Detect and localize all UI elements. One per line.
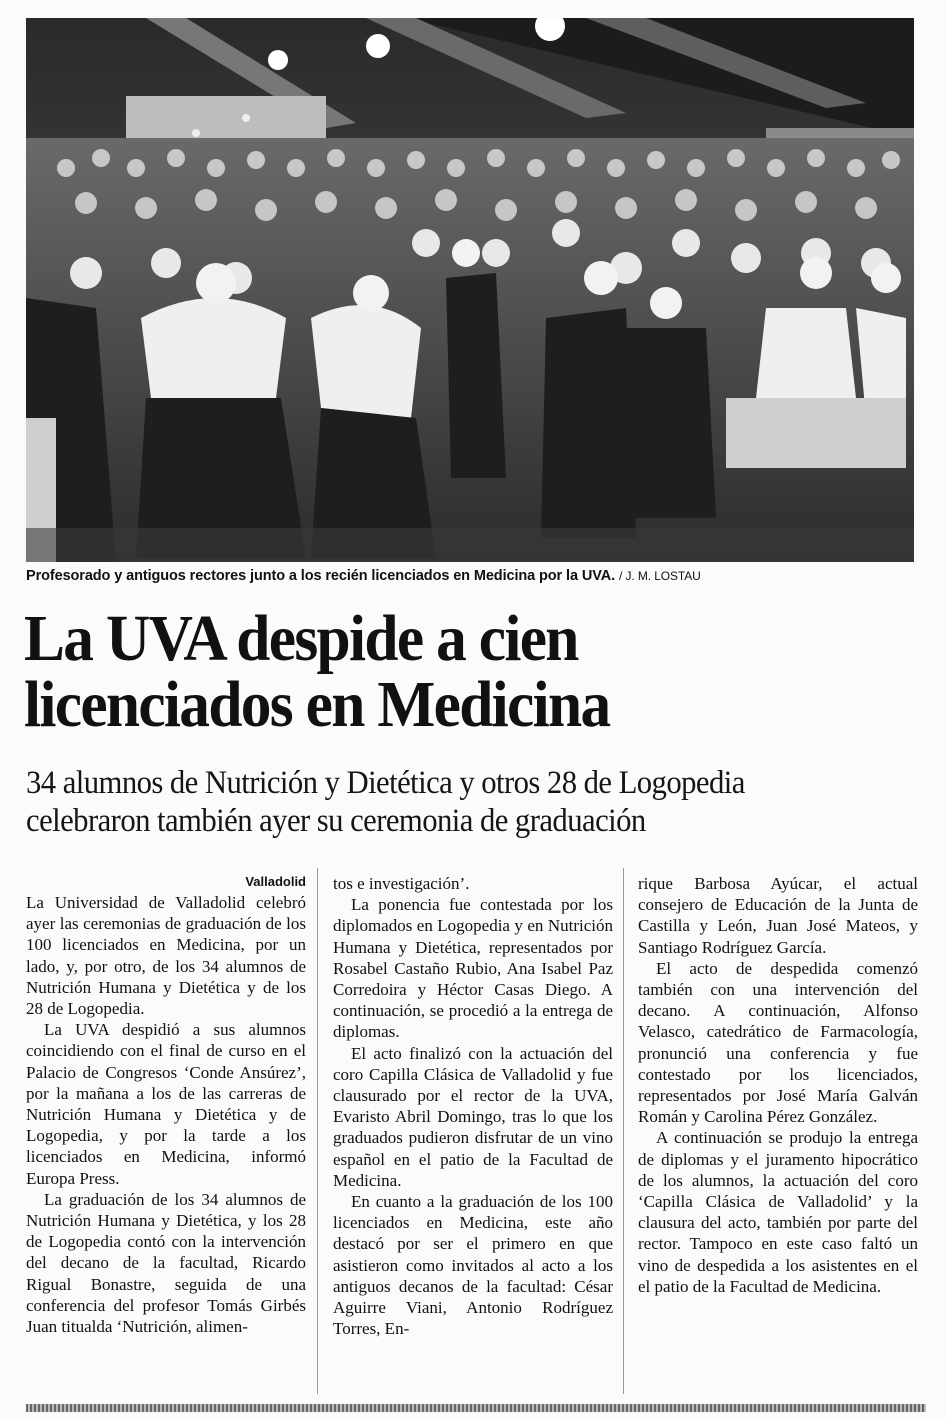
- paragraph: La ponencia fue contestada por los diplomados en Logopedia y en Nutrición Humana y Dietética, representados por Rosabel Castaño Rubio, Ana Isabel Paz Corredoira y Héctor Casas Diego. A continuación, se procedió a la entrega de diplomas.: [333, 895, 613, 1042]
- article-column-2: [333, 873, 613, 1339]
- photo-credit: / J. M. LOSTAU: [619, 569, 701, 583]
- paragraph: El acto de despedida comenzó también con una intervención del decano. A continuación, Alfonso Velasco, catedrático de Farmacología, pronunció una conferencia y fue contestado por los licenciados, representados por José María Galván Román y Carolina Pérez González.: [638, 958, 918, 1127]
- graduation-ceremony-photo: [26, 18, 914, 562]
- subheadline-line-1: 34 alumnos de Nutrición y Dietética y otros 28 de Logopedia: [26, 765, 745, 801]
- paragraph: En cuanto a la graduación de los 100 licenciados en Medicina, este año destacó por ser el primero en que asistieron como invitados al acto a los antiguos decanos de la facultad: César Aguirre Viani, Antonio Rodríguez Torres, En-: [333, 1192, 613, 1339]
- article-column-3: [638, 873, 918, 1297]
- paragraph: rique Barbosa Ayúcar, el actual consejero de Educación de la Junta de Castilla y León, Juan José Mateos, y Santiago Rodríguez García.: [638, 874, 918, 957]
- paragraph: La graduación de los 34 alumnos de Nutrición Humana y Dietética, y los 28 de Logopedia contó con la intervención del decano de la facultad, Ricardo Rigual Bonastre, seguida de una conferencia del profesor Tomás Girbés Juan titualda ‘Nutrición, alimen-: [26, 1189, 306, 1337]
- headline-line-2: licenciados en Medicina: [24, 668, 610, 741]
- dateline: Valladolid: [245, 874, 306, 889]
- column-divider: [317, 868, 318, 1394]
- headline-line-1: La UVA despide a cien: [24, 602, 578, 675]
- photo-caption: [26, 568, 926, 584]
- paragraph: A continuación se produjo la entrega de diplomas y el juramento hipocrático de los alumnos, la actuación del coro ‘Capilla Clásica de Valladolid’ y la clausura del acto, también por parte del rector. Tampoco en este caso faltó un vino de despedida a los asistentes en el el patio de la Facultad de Medicina.: [638, 1128, 918, 1296]
- paragraph: tos e investigación’.: [333, 874, 470, 893]
- subheadline: [26, 764, 882, 840]
- paragraph: La UVA despidió a sus alumnos coincidiendo con el final de curso en el Palacio de Congresos ‘Conde Ansúrez’, por la mañana a los de las carreras de Nutrición Humana y Dietética y de Logopedia, y por la tarde a los licenciados en Medicina, informó Europa Press.: [26, 1020, 306, 1188]
- caption-text: Profesorado y antiguos rectores junto a los recién licenciados en Medicina por la UVA.: [26, 568, 616, 584]
- paragraph: La Universidad de Valladolid celebró ayer las ceremonias de graduación de los 100 licenciados en Medicina, por un lado, y, por otro, de los 34 alumnos de Nutrición Humana y Dietética y de los 28 de Logopedia.: [26, 893, 306, 1019]
- column-divider: [623, 868, 624, 1394]
- news-photo: [26, 18, 914, 562]
- subheadline-line-2: celebraron también ayer su ceremonia de graduación: [26, 803, 646, 839]
- paragraph: El acto finalizó con la actuación del coro Capilla Clásica de Valladolid y fue clausurado por el rector de la UVA, Evaristo Abril Domingo, tras lo que los graduados pudieron disfrutar de un vino español en el patio de la Facultad de Medicina.: [333, 1043, 613, 1190]
- article-column-1: [26, 873, 306, 1337]
- headline: [24, 602, 861, 741]
- bottom-border: [26, 1404, 926, 1412]
